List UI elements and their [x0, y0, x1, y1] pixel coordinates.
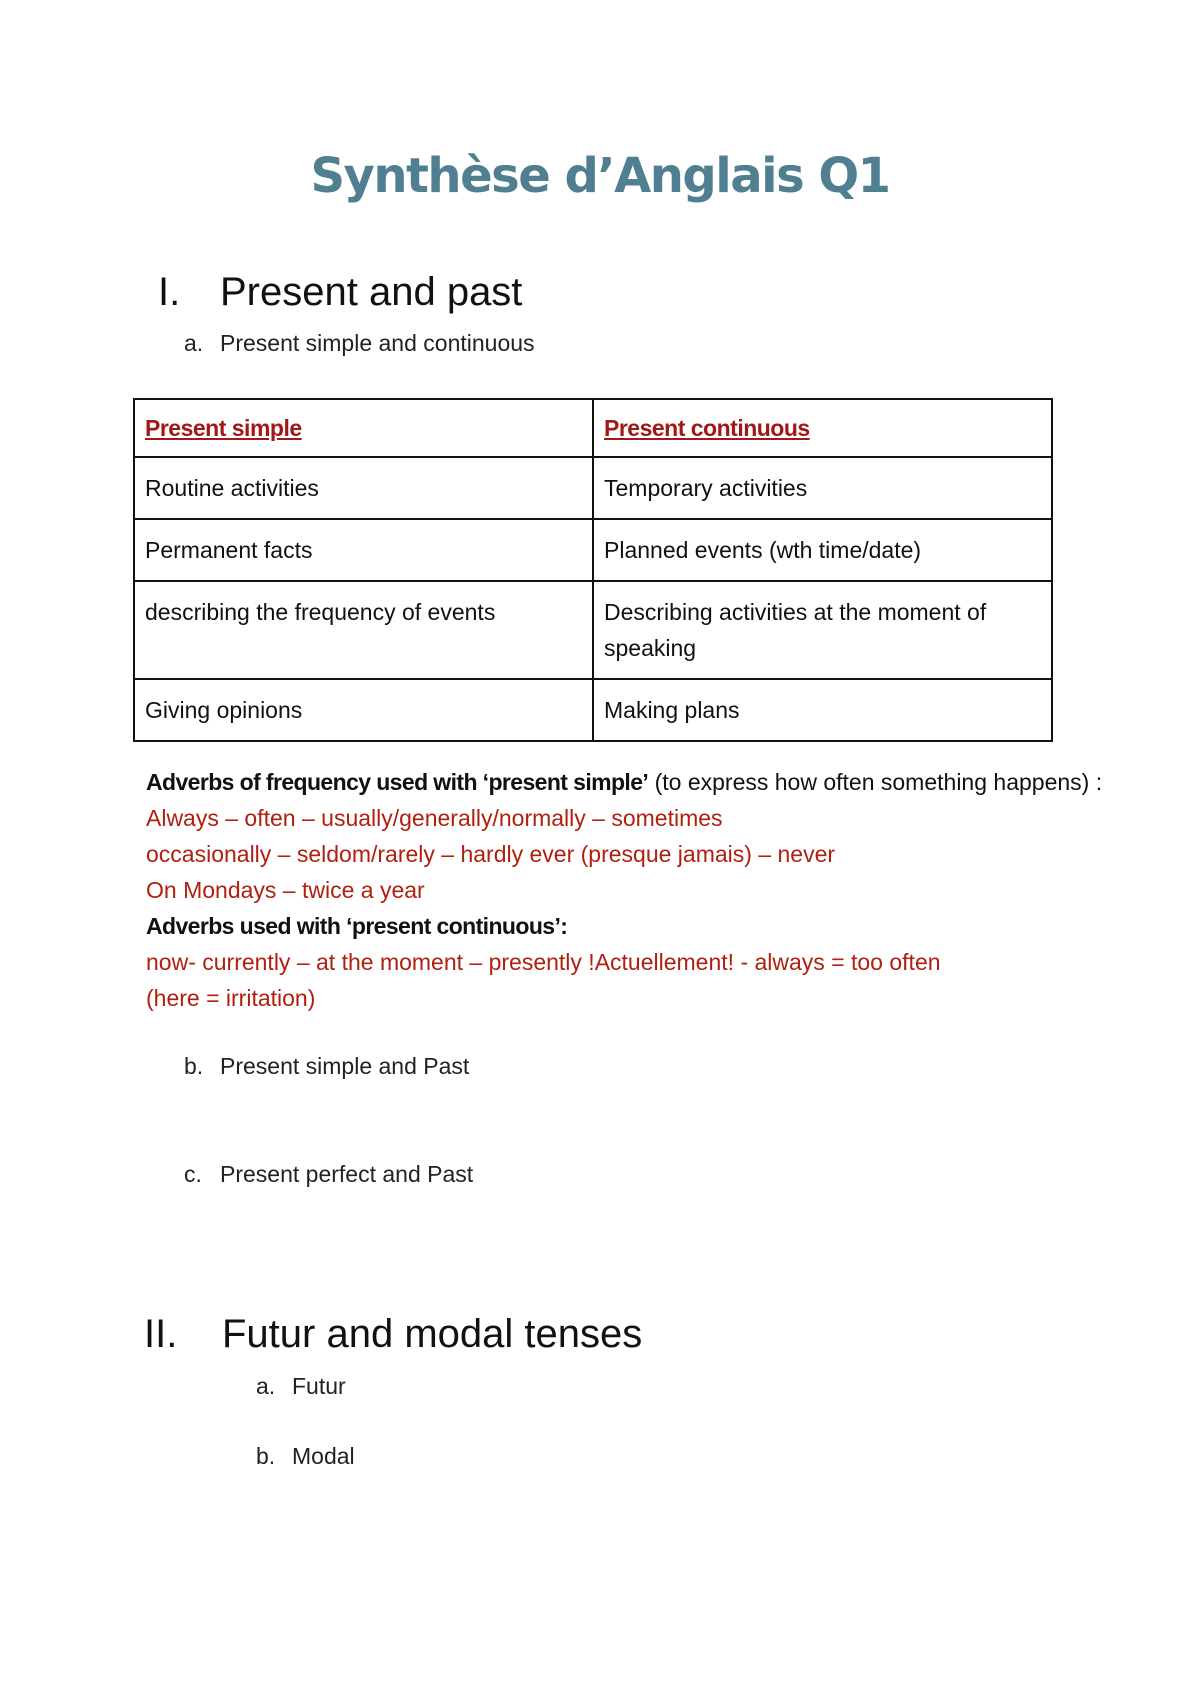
adverbs-notes — [146, 764, 1103, 1016]
subsection-label: Present simple and Past — [220, 1053, 470, 1079]
subsection-heading — [256, 1443, 355, 1470]
subsection-letter: b. — [256, 1443, 276, 1469]
table-row — [134, 519, 1052, 581]
adverbs-continuous-label: Adverbs used with ‘present continuous’: — [146, 913, 568, 939]
subsection-heading — [184, 1161, 474, 1188]
section-number: II. — [144, 1312, 178, 1356]
subsection-letter: c. — [184, 1161, 202, 1187]
table-row — [134, 679, 1052, 741]
subsection-letter: a. — [184, 330, 204, 356]
section-number: I. — [158, 270, 181, 314]
adverbs-simple-intro: (to express how often something happens) : — [648, 769, 1103, 795]
table-cell: Planned events (wth time/date) — [593, 519, 1052, 581]
adverbs-simple-intro-line — [146, 764, 1103, 800]
comparison-table — [133, 398, 1053, 742]
adverbs-simple-list: Always – often – usually/generally/normally – sometimes — [146, 805, 723, 831]
table-cell: describing the frequency of events — [134, 581, 593, 679]
subsection-heading — [184, 330, 535, 357]
adverbs-continuous-list: now- currently – at the moment – presently !Actuellement! - always = too often — [146, 949, 941, 975]
document-title: Synthèse d’Anglais Q1 — [310, 148, 890, 204]
subsection-label: Present simple and continuous — [220, 330, 535, 356]
table-header-cell: Present continuous — [593, 399, 1052, 457]
table-header-row — [134, 399, 1052, 457]
section-title: Futur and modal tenses — [222, 1312, 643, 1356]
table-cell: Describing activities at the moment of speaking — [593, 581, 1052, 679]
adverbs-simple-list: On Mondays – twice a year — [146, 877, 425, 903]
subsection-label: Present perfect and Past — [220, 1161, 474, 1187]
table-cell: Routine activities — [134, 457, 593, 519]
subsection-heading — [184, 1053, 470, 1080]
subsection-heading — [256, 1373, 346, 1400]
table-cell: Temporary activities — [593, 457, 1052, 519]
table-cell: Permanent facts — [134, 519, 593, 581]
adverbs-continuous-list: (here = irritation) — [146, 985, 316, 1011]
section-title: Present and past — [220, 270, 523, 314]
table-row — [134, 581, 1052, 679]
subsection-letter: a. — [256, 1373, 276, 1399]
adverbs-simple-list: occasionally – seldom/rarely – hardly ever (presque jamais) – never — [146, 841, 836, 867]
table-cell: Making plans — [593, 679, 1052, 741]
table-row — [134, 457, 1052, 519]
adverbs-simple-label: Adverbs of frequency used with ‘present simple’ — [146, 769, 649, 795]
table-cell: Giving opinions — [134, 679, 593, 741]
subsection-letter: b. — [184, 1053, 204, 1079]
section-heading-2 — [144, 1312, 643, 1357]
table-header-cell: Present simple — [134, 399, 593, 457]
subsection-label: Futur — [292, 1373, 346, 1399]
subsection-label: Modal — [292, 1443, 355, 1469]
section-heading-1 — [158, 270, 523, 315]
